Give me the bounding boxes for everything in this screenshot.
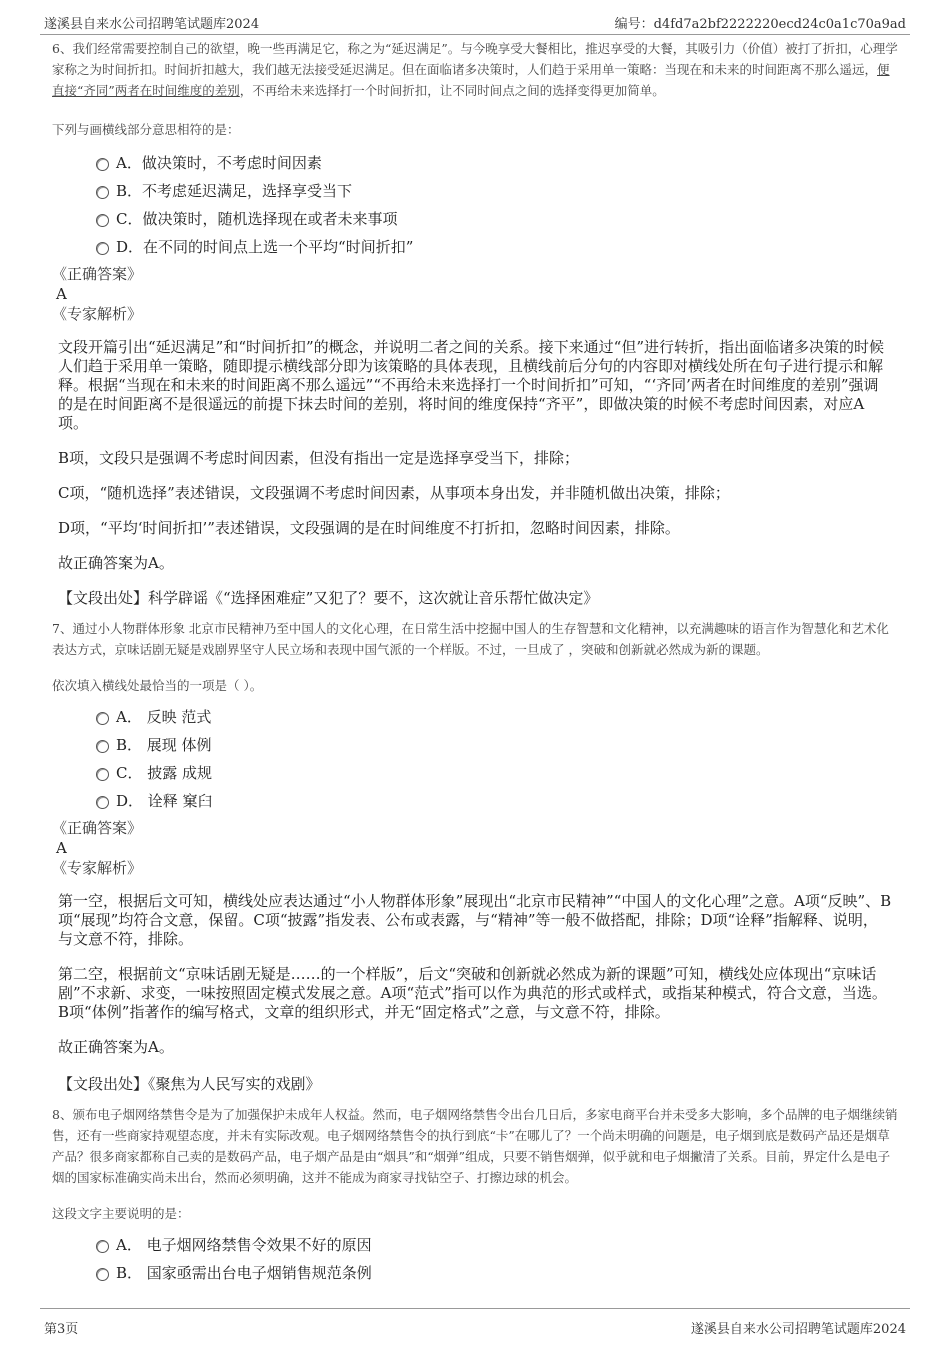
correct-answer-value: A xyxy=(56,839,67,857)
question-7 xyxy=(52,618,898,1094)
page-footer xyxy=(40,1308,910,1345)
radio-icon[interactable] xyxy=(96,740,109,753)
page-header xyxy=(40,0,910,35)
option-d[interactable]: D． 诠释 窠臼 xyxy=(52,787,898,815)
radio-icon[interactable] xyxy=(96,712,109,725)
analysis-paragraph: C项，“随机选择”表述错误，文段强调不考虑时间因素，从事项本身出发，并非随机做出决策，排除； xyxy=(58,484,730,502)
analysis-conclusion: 故正确答案为A。 xyxy=(58,1038,174,1056)
correct-answer-value: A xyxy=(56,285,67,303)
option-d[interactable]: D．在不同的时间点上选一个平均“时间折扣” xyxy=(52,233,898,261)
option-a[interactable]: A．做决策时，不考虑时间因素 xyxy=(52,149,898,177)
question-6-prompt: 下列与画横线部分意思相符的是： xyxy=(52,122,240,137)
underlined-phrase: 便直接“齐同”两者在时间维度的差别 xyxy=(52,62,890,98)
radio-icon[interactable] xyxy=(96,796,109,809)
question-7-passage: 7、通过小人物群体形象 北京市民精神乃至中国人的文化心理，在日常生活中挖掘中国人的生存智慧和文化精神，以充满趣味的语言作为智慧化和艺术化表达方式，京味话剧无疑是戏剧界坚守人民立场和表现中国气派的一个样版。不过，一旦成了 ，突破和创新就必然成为新的课题。 xyxy=(52,621,889,657)
radio-icon[interactable] xyxy=(96,158,109,171)
question-8-passage: 8、颁布电子烟网络禁售令是为了加强保护未成年人权益。然而，电子烟网络禁售令出台几日后，多家电商平台并未受多大影响，多个品牌的电子烟继续销售，还有一些商家持观望态度，并未有实际改观。电子烟网络禁售令的执行到底“卡”在哪儿了？一个尚未明确的问题是，电子烟到底是数码产品还是烟草产品？很多商家都称自己卖的是数码产品，电子烟产品是由“烟具”和“烟弹”组成，只要不销售烟弹，似乎就和电子烟撇清了关系。目前，界定什么是电子烟的国家标准确实尚未出台，然而必须明确，这并不能成为商家寻找钻空子、打擦边球的机会。 xyxy=(52,1107,898,1185)
analysis-conclusion: 故正确答案为A。 xyxy=(58,554,174,572)
page-number: 第3页 xyxy=(44,1322,79,1337)
expert-analysis-label: 《专家解析》 xyxy=(52,305,143,323)
question-6 xyxy=(52,38,898,608)
question-7-prompt: 依次填入横线处最恰当的一项是（ ）。 xyxy=(52,678,263,693)
option-b[interactable]: B． 国家亟需出台电子烟销售规范条例 xyxy=(52,1259,898,1287)
question-8 xyxy=(52,1104,898,1287)
question-8-prompt: 这段文字主要说明的是： xyxy=(52,1206,190,1221)
option-a[interactable]: A． 反映 范式 xyxy=(52,703,898,731)
option-b[interactable]: B． 展现 体例 xyxy=(52,731,898,759)
expert-analysis-label: 《专家解析》 xyxy=(52,859,143,877)
header-doc-id: 编号：d4fd7a2bf2222220ecd24c0a1c70a9ad xyxy=(614,17,906,32)
radio-icon[interactable] xyxy=(96,186,109,199)
question-6-passage: 6、我们经常需要控制自己的欲望，晚一些再满足它，称之为“延迟满足”。与今晚享受大餐相比，推迟享受的大餐，其吸引力（价值）被打了折扣，心理学家称之为时间折扣。时间折扣越大，我们越无法接受延迟满足。但在面临诸多决策时，人们趋于采用单一策略：当现在和未来的时间距离不那么遥远，便直接“齐同”两者在时间维度的差别，不再给未来选择打一个时间折扣，让不同时间点之间的选择变得更加简单。 xyxy=(52,41,898,98)
radio-icon[interactable] xyxy=(96,242,109,255)
option-c[interactable]: C．做决策时，随机选择现在或者未来事项 xyxy=(52,205,898,233)
analysis-paragraph: 第一空，根据后文可知，横线处应表达通过“小人物群体形象”展现出“北京市民精神”“中国人的文化心理”之意。A项“反映”、B项“展现”均符合文意，保留。C项“披露”指发表、公布或表露，与“精神”等一般不做搭配，排除；D项“诠释”指解释、说明，与文意不符，排除。 xyxy=(58,892,892,948)
analysis-paragraph: D项，“平均‘时间折扣’”表述错误，文段强调的是在时间维度不打折扣，忽略时间因素，排除。 xyxy=(58,519,680,537)
page-content xyxy=(52,38,898,1287)
option-a[interactable]: A． 电子烟网络禁售令效果不好的原因 xyxy=(52,1231,898,1259)
option-b[interactable]: B．不考虑延迟满足，选择享受当下 xyxy=(52,177,898,205)
radio-icon[interactable] xyxy=(96,214,109,227)
radio-icon[interactable] xyxy=(96,1240,109,1253)
header-doc-title: 遂溪县自来水公司招聘笔试题库2024 xyxy=(44,17,260,32)
passage-source: 【文段出处】《聚焦为人民写实的戏剧》 xyxy=(58,1075,321,1093)
analysis-paragraph: 文段开篇引出“延迟满足”和“时间折扣”的概念，并说明二者之间的关系。接下来通过“但”进行转折，指出面临诸多决策的时候人们趋于采用单一策略，随即提示横线部分即为该策略的具体表现，且横线前后分句的内容即对横线处所在句子进行提示和解释。根据“当现在和未来的时间距离不那么遥远”“不再给未来选择打一个时间折扣”可知，“‘齐同’两者在时间维度的差别”强调的是在时间距离不是很遥远的前提下抹去时间的差别，将时间的维度保持“齐平”，即做决策的时候不考虑时间因素，对应A项。 xyxy=(58,338,885,432)
analysis-paragraph: B项，文段只是强调不考虑时间因素，但没有指出一定是选择享受当下，排除； xyxy=(58,449,580,467)
analysis-paragraph: 第二空，根据前文“京味话剧无疑是……的一个样版”，后文“突破和创新就必然成为新的课题”可知，横线处应体现出“京味话剧”不求新、求变，一味按照固定模式发展之意。A项“范式”指可以作为典范的形式或样式，或指某种模式，符合文意，当选。B项“体例”指著作的编写格式，文章的组织形式，并无“固定格式”之意，与文意不符，排除。 xyxy=(58,965,887,1021)
radio-icon[interactable] xyxy=(96,1268,109,1281)
correct-answer-label: 《正确答案》 xyxy=(52,265,143,283)
footer-doc-title: 遂溪县自来水公司招聘笔试题库2024 xyxy=(690,1322,906,1337)
radio-icon[interactable] xyxy=(96,768,109,781)
passage-source: 【文段出处】科学辟谣《“选择困难症”又犯了？要不，这次就让音乐帮忙做决定》 xyxy=(58,589,599,607)
correct-answer-label: 《正确答案》 xyxy=(52,819,143,837)
option-c[interactable]: C． 披露 成规 xyxy=(52,759,898,787)
